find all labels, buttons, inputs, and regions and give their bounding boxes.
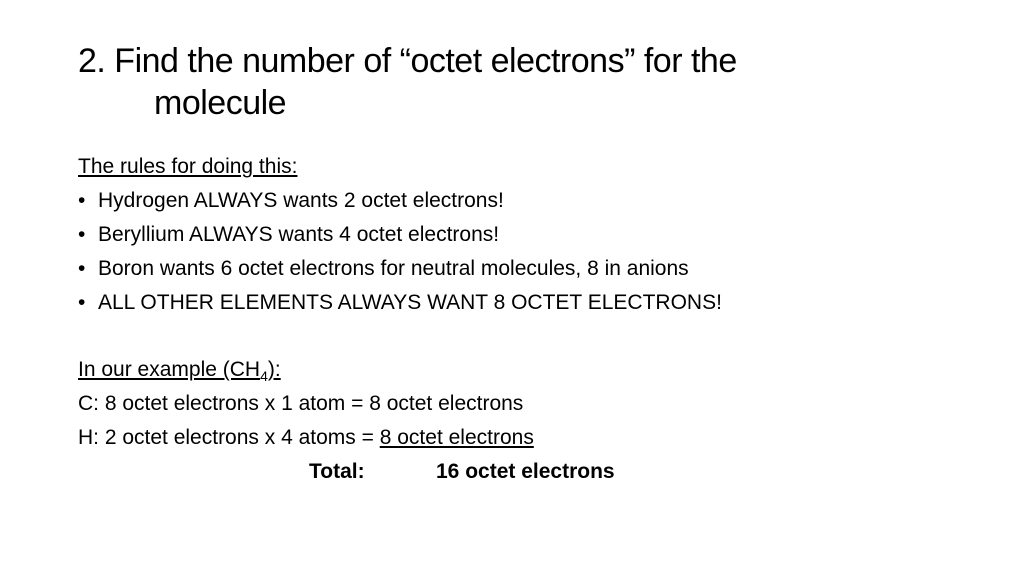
rule-item-hydrogen xyxy=(78,184,958,218)
carbon-calculation xyxy=(78,387,958,421)
total-value: 16 octet electrons xyxy=(436,460,615,483)
rule-item-boron xyxy=(78,252,958,286)
rule-item-other-elements xyxy=(78,286,958,320)
hydrogen-calculation xyxy=(78,421,958,455)
rules-heading: The rules for doing this: xyxy=(78,155,298,178)
total-row xyxy=(78,455,958,489)
rule-text: Boron wants 6 octet electrons for neutral molecules, 8 in anions xyxy=(98,257,689,280)
example-heading-prefix: In our example (CH xyxy=(78,358,261,381)
slide-body xyxy=(78,150,958,489)
example-heading-suffix: ): xyxy=(267,358,281,381)
title-line-1: 2. Find the number of “octet electrons” for the xyxy=(78,42,737,80)
carbon-calculation-text: C: 8 octet electrons x 1 atom = 8 octet electrons xyxy=(78,392,524,415)
example-heading-subscript: 4 xyxy=(260,368,268,385)
title-line-2: molecule xyxy=(154,84,287,122)
bullet-icon: • xyxy=(78,189,86,212)
hydrogen-calculation-result: 8 octet electrons xyxy=(379,426,534,449)
rule-text: ALL OTHER ELEMENTS ALWAYS WANT 8 OCTET ELECTRONS! xyxy=(98,291,722,314)
bullet-icon: • xyxy=(78,257,86,280)
rule-text: Hydrogen ALWAYS wants 2 octet electrons! xyxy=(98,189,504,212)
spacer xyxy=(78,320,958,353)
hydrogen-calculation-text: H: 2 octet electrons x 4 atoms = xyxy=(78,426,380,449)
rule-item-beryllium xyxy=(78,218,958,252)
rule-text: Beryllium ALWAYS wants 4 octet electrons! xyxy=(98,223,500,246)
total-label: Total: xyxy=(309,460,365,483)
bullet-icon: • xyxy=(78,291,86,314)
example-heading xyxy=(78,358,281,385)
slide-title xyxy=(78,40,978,124)
bullet-icon: • xyxy=(78,223,86,246)
example-heading-row xyxy=(78,353,958,387)
rules-heading-row xyxy=(78,150,958,184)
